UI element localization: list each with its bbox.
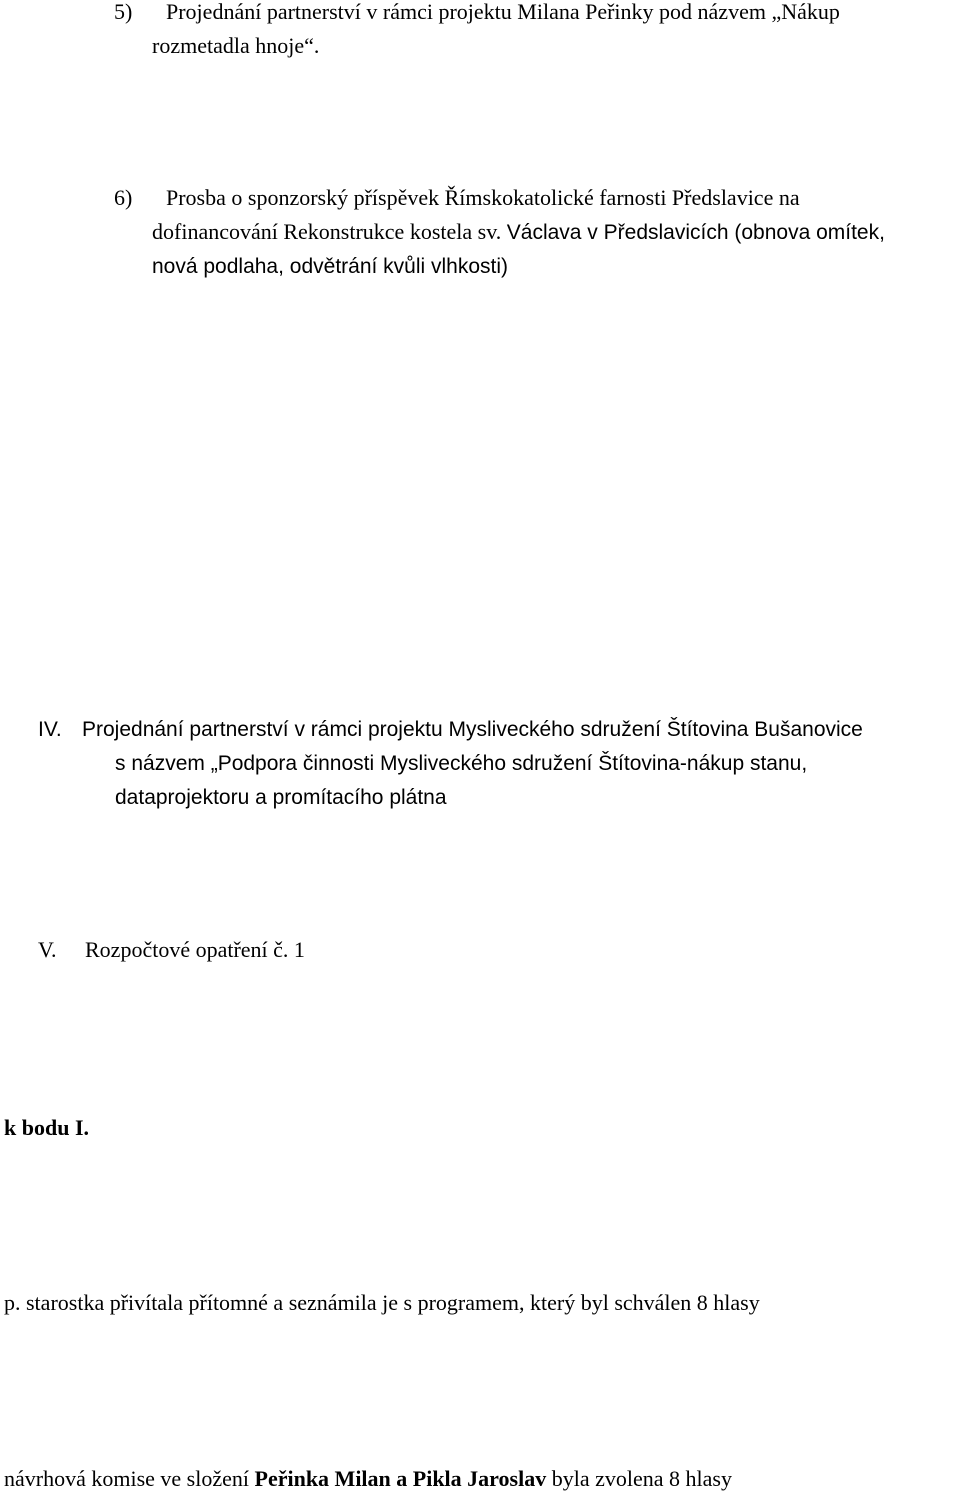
paragraph-commission-names: Peřinka Milan a Pikla Jaroslav	[254, 1466, 547, 1491]
paragraph-commission	[4, 1462, 732, 1496]
section-iv-line-2: s názvem „Podpora činnosti Mysliveckého sdružení Štítovina-nákup stanu,	[115, 752, 808, 775]
paragraph-welcome	[4, 1286, 760, 1320]
agenda-item-6-line-3: nová podlaha, odvětrání kvůli vlhkosti)	[152, 255, 509, 278]
agenda-item-6-line-1: Prosba o sponzorský příspěvek Římskokatolické farnosti Předslavice na	[166, 185, 800, 210]
paragraph-commission-suffix: byla zvolena 8 hlasy	[546, 1466, 732, 1491]
section-v-number: V.	[38, 937, 57, 962]
point-heading	[4, 1111, 89, 1145]
paragraph-welcome-text: p. starostka přivítala přítomné a seznámila je s programem, který byl schválen 8 hlasy	[4, 1290, 760, 1315]
agenda-item-5-number: 5)	[114, 0, 133, 24]
paragraph-commission-text	[4, 1462, 732, 1496]
agenda-item-6-line-2	[152, 215, 954, 250]
agenda-item-5-line-2: rozmetadla hnoje“.	[152, 33, 320, 58]
agenda-item-6-line-2-serif: dofinancování Rekonstrukce kostela sv.	[152, 219, 507, 244]
paragraph-commission-prefix: návrhová komise ve složení	[4, 1466, 255, 1491]
agenda-item-5-line-1: Projednání partnerství v rámci projektu Milana Peřinky pod názvem „Nákup	[166, 0, 840, 24]
section-iv-line-3: dataprojektoru a promítacího plátna	[115, 786, 447, 809]
agenda-item-6-line-2-sans: Václava v Předslavicích (obnova omítek,	[506, 221, 885, 244]
section-iv-line-1: Projednání partnerství v rámci projektu Mysliveckého sdružení Štítovina Bušanovice	[82, 718, 863, 741]
point-heading-text: k bodu I.	[4, 1115, 90, 1140]
section-iv-number: IV.	[38, 718, 62, 741]
agenda-item-5	[114, 0, 944, 63]
section-v-text: Rozpočtové opatření č. 1	[85, 937, 305, 962]
agenda-item-6	[114, 181, 954, 284]
section-v	[38, 933, 638, 967]
agenda-item-6-number: 6)	[114, 185, 133, 210]
section-iv	[38, 713, 948, 815]
